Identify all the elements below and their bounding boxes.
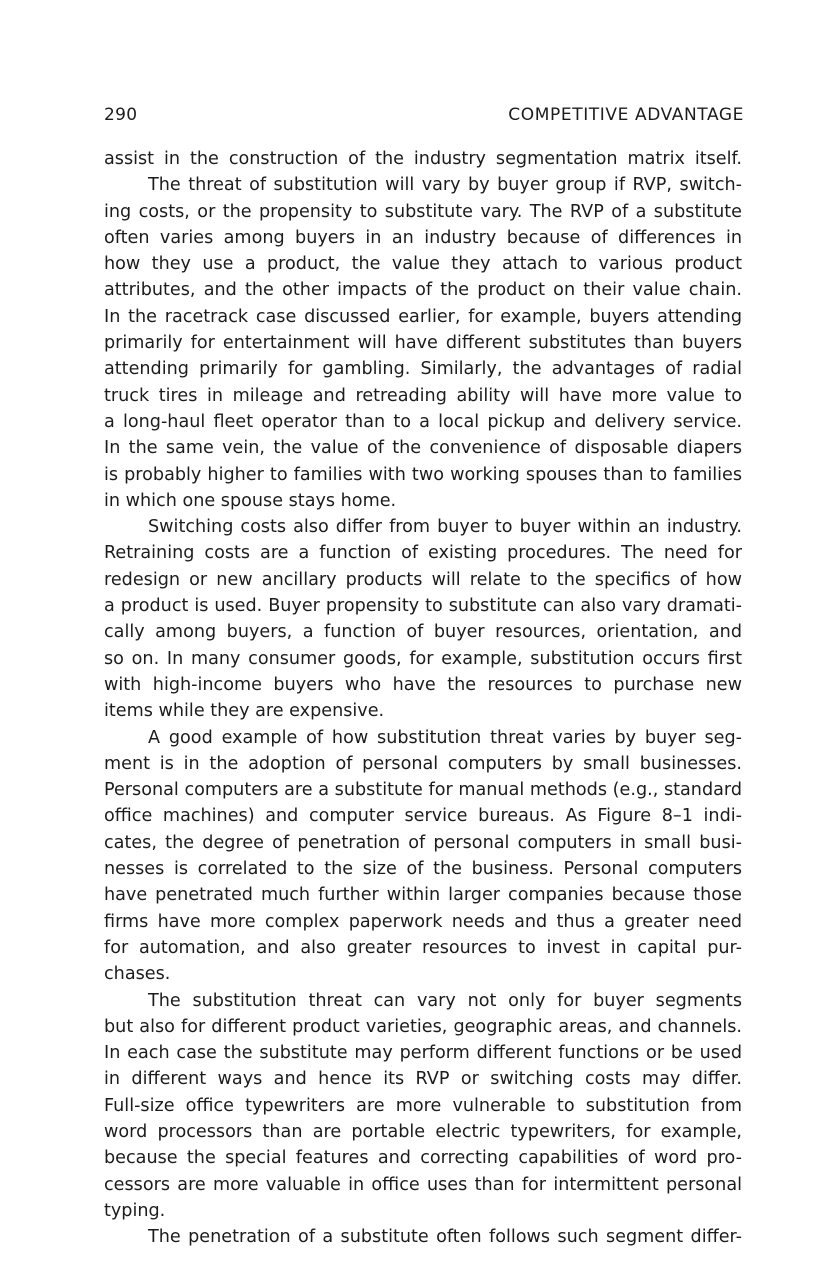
text-line: cally among buyers, a function of buyer resources, orientation, and	[104, 622, 742, 643]
text-line: ing costs, or the propensity to substitute vary. The RVP of a substitute	[104, 201, 742, 222]
text-line: how they use a product, the value they attach to various product	[104, 254, 742, 275]
text-line: attributes, and the other impacts of the product on their value chain.	[104, 280, 742, 301]
text-line: cates, the degree of penetration of personal computers in small busi-	[104, 832, 742, 853]
text-line: chases.	[104, 964, 171, 985]
page-header	[104, 105, 744, 135]
text-line: redesign or new ancillary products will relate to the specifics of how	[104, 569, 742, 590]
text-line: The substitution threat can vary not only for buyer segments	[148, 990, 742, 1011]
text-line: The threat of substitution will vary by buyer group if RVP, switch-	[148, 175, 742, 196]
text-line: attending primarily for gambling. Similarly, the advantages of radial	[104, 359, 742, 380]
text-line: so on. In many consumer goods, for example, substitution occurs first	[104, 648, 742, 669]
text-line: assist in the construction of the industry segmentation matrix itself.	[104, 149, 742, 169]
text-line: Personal computers are a substitute for manual methods (e.g., standard	[104, 780, 742, 801]
text-line: ment is in the adoption of personal computers by small businesses.	[104, 753, 742, 774]
text-line: In the same vein, the value of the convenience of disposable diapers	[104, 438, 742, 459]
text-line: cessors are more valuable in office uses than for intermittent personal	[104, 1174, 742, 1195]
text-line: Retraining costs are a function of existing procedures. The need for	[104, 543, 742, 564]
text-line: because the special features and correcting capabilities of word pro-	[104, 1148, 742, 1169]
text-line: a long-haul fleet operator than to a local pickup and delivery service.	[104, 411, 742, 432]
text-line: in which one spouse stays home.	[104, 490, 397, 511]
text-line: primarily for entertainment will have different substitutes than buyers	[104, 333, 742, 354]
text-line: is probably higher to families with two working spouses than to families	[104, 464, 742, 485]
text-line: have penetrated much further within larger companies because those	[104, 885, 742, 906]
text-line: often varies among buyers in an industry because of differences in	[104, 227, 742, 248]
text-line: office machines) and computer service bureaus. As Figure 8–1 indi-	[104, 806, 742, 827]
text-line: In the racetrack case discussed earlier, for example, buyers attending	[104, 306, 742, 327]
text-line: Switching costs also differ from buyer to buyer within an industry.	[148, 517, 742, 538]
text-line: in different ways and hence its RVP or switching costs may differ.	[104, 1069, 742, 1090]
text-line: with high-income buyers who have the resources to purchase new	[104, 674, 742, 695]
page-number: 290	[104, 105, 138, 125]
text-line: A good example of how substitution threat varies by buyer seg-	[148, 727, 742, 748]
text-line: items while they are expensive.	[104, 701, 385, 722]
text-line: but also for different product varieties, geographic areas, and channels.	[104, 1016, 742, 1037]
text-line: typing.	[104, 1200, 166, 1221]
text-line: In each case the substitute may perform different functions or be used	[104, 1043, 742, 1064]
text-line: a product is used. Buyer propensity to substitute can also vary dramati-	[104, 596, 742, 617]
text-line: nesses is correlated to the size of the business. Personal computers	[104, 859, 742, 880]
text-line: truck tires in mileage and retreading ability will have more value to	[104, 385, 742, 406]
running-head: COMPETITIVE ADVANTAGE	[508, 105, 744, 125]
text-line: Full-size office typewriters are more vulnerable to substitution from	[104, 1095, 742, 1116]
text-line: The penetration of a substitute often follows such segment differ-	[148, 1227, 742, 1248]
text-line: firms have more complex paperwork needs and thus a greater need	[104, 911, 742, 932]
text-line: for automation, and also greater resources to invest in capital pur-	[104, 937, 742, 958]
body-text	[104, 146, 742, 1250]
text-line: word processors than are portable electric typewriters, for example,	[104, 1121, 742, 1142]
